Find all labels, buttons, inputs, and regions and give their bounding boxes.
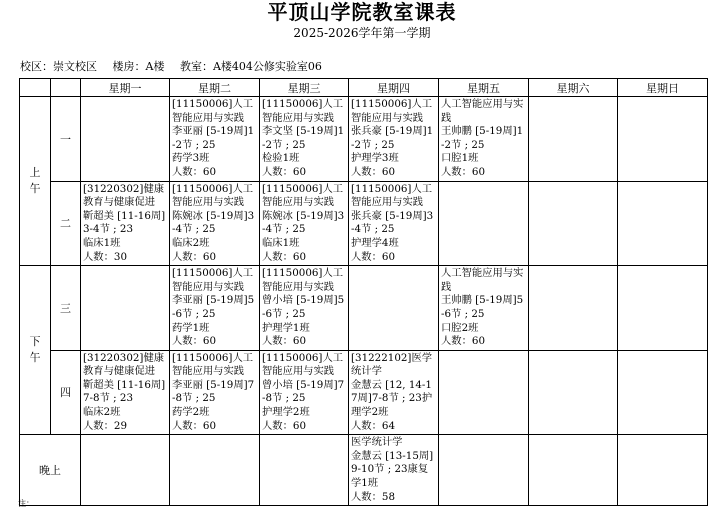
course-cell[interactable] [170, 350, 260, 435]
course-line: 人数：30 [83, 250, 127, 263]
segment-label: 上 [29, 166, 41, 180]
period-label: 二 [51, 181, 81, 266]
course-line: [11150006]人工智能应用与实践 [262, 98, 344, 124]
course-line: [11150006]人工智能应用与实践 [262, 351, 344, 378]
course-line: 护理学4班 [351, 236, 399, 249]
footnote: 注： [18, 499, 34, 508]
course-line: 人数：60 [172, 335, 216, 348]
course-line: 人数：60 [172, 419, 216, 432]
empty-cell [529, 97, 618, 182]
empty-cell [529, 350, 618, 435]
course-line: 陈婉冰 [5-19周]3-4节 ; 25 [262, 209, 345, 236]
course-line: 医学统计学 [351, 436, 403, 449]
course-line: 人数：60 [172, 165, 216, 178]
empty-cell [81, 266, 170, 351]
course-line: 王帅鹏 [5-19周]5-6节 ; 25 [441, 294, 524, 320]
course-line: 靳超美 [11-16周]3-4节 ; 23 [83, 209, 166, 236]
course-line: [31220302]健康教育与健康促进 [83, 351, 165, 378]
empty-cell [439, 350, 529, 435]
table-row [20, 97, 708, 182]
course-line: [31222102]医学统计学 [351, 351, 433, 378]
course-cell[interactable] [81, 350, 170, 435]
segment-label: 午 [29, 182, 41, 196]
course-line: 护理学2班 [262, 406, 310, 419]
empty-cell [260, 435, 349, 506]
segment-label: 下 [29, 335, 41, 349]
course-line: 金慧云 [13-15周]9-10节 ; 23康复学1班 [351, 449, 434, 490]
course-line: [11150006]人工智能应用与实践 [351, 98, 433, 124]
day-header: 星期二 [170, 79, 260, 97]
segment-afternoon [20, 266, 51, 435]
course-line: [11150006]人工智能应用与实践 [172, 98, 254, 124]
course-line: [31220302]健康教育与健康促进 [83, 182, 165, 209]
semester-subtitle: 2025-2026学年第一学期 [293, 26, 431, 40]
course-cell[interactable] [81, 181, 170, 266]
course-line: [11150006]人工智能应用与实践 [351, 182, 433, 209]
empty-cell [529, 181, 618, 266]
empty-cell [439, 435, 529, 506]
course-line: 金慧云 [12, 14-17周]7-8节 ; 23护理学2班 [351, 378, 433, 419]
course-cell[interactable] [170, 181, 260, 266]
day-header: 星期一 [81, 79, 170, 97]
empty-cell [349, 266, 439, 351]
segment-evening: 晚上 [20, 435, 81, 506]
course-line: 人数：60 [262, 419, 306, 432]
course-line: 张兵豪 [5-19周]3-4节 ; 25 [351, 209, 434, 236]
course-line: 人数：60 [262, 165, 306, 178]
course-cell[interactable] [170, 266, 260, 351]
course-cell[interactable] [439, 97, 529, 182]
course-line: 人数：60 [172, 250, 216, 263]
course-line: 人数：60 [441, 165, 485, 178]
day-header: 星期三 [260, 79, 349, 97]
course-line: 人工智能应用与实践 [441, 98, 524, 124]
course-line: [11150006]人工智能应用与实践 [262, 182, 344, 209]
course-line: 口腔2班 [441, 321, 479, 334]
course-line: 人数：60 [262, 250, 306, 263]
period-label: 四 [51, 350, 81, 435]
day-header: 星期五 [439, 79, 529, 97]
course-cell[interactable] [260, 266, 349, 351]
course-line: 人数：60 [262, 335, 306, 348]
course-line: [11150006]人工智能应用与实践 [172, 182, 254, 209]
course-line: 人数：64 [351, 419, 395, 432]
course-cell[interactable] [260, 97, 349, 182]
empty-cell [529, 435, 618, 506]
course-line: 李亚丽 [5-19周]1-2节 ; 25 [172, 125, 255, 151]
page-title: 平顶山学院教室课表 [267, 0, 457, 24]
course-cell[interactable] [439, 266, 529, 351]
corner-cell [20, 79, 51, 97]
corner-cell [51, 79, 81, 97]
course-cell[interactable] [170, 97, 260, 182]
course-line: 人工智能应用与实践 [441, 267, 524, 293]
table-row [20, 181, 708, 266]
empty-cell [618, 266, 708, 351]
course-line: 药学2班 [172, 406, 210, 419]
course-line: 临床2班 [172, 236, 210, 249]
table-row [20, 266, 708, 351]
course-line: 曾小培 [5-19周]7-8节 ; 25 [262, 378, 345, 405]
course-line: 口腔1班 [441, 152, 479, 165]
course-line: 临床2班 [83, 406, 121, 419]
course-line: 人数：29 [83, 419, 127, 432]
day-header: 星期日 [618, 79, 708, 97]
course-cell[interactable] [260, 350, 349, 435]
course-line: 人数：60 [441, 335, 485, 348]
campus-label: 校区：崇文校区 [20, 60, 97, 73]
empty-cell [439, 181, 529, 266]
course-cell[interactable] [349, 97, 439, 182]
course-line: 护理学3班 [351, 152, 399, 165]
course-line: 李亚丽 [5-19周]7-8节 ; 25 [172, 378, 255, 405]
empty-cell [529, 266, 618, 351]
segment-label: 午 [29, 351, 41, 365]
course-line: 临床1班 [83, 236, 121, 249]
empty-cell [81, 435, 170, 506]
table-row [20, 350, 708, 435]
period-label: 一 [51, 97, 81, 182]
course-cell[interactable] [349, 350, 439, 435]
course-line: [11150006]人工智能应用与实践 [262, 267, 344, 293]
table-row [20, 435, 708, 506]
room-info [20, 60, 334, 73]
building-label: 楼房：A楼 [112, 60, 165, 73]
course-cell[interactable] [349, 181, 439, 266]
course-line: [11150006]人工智能应用与实践 [172, 267, 254, 293]
course-line: 临床1班 [262, 236, 300, 249]
course-line: 人数：58 [351, 490, 395, 503]
course-line: 人数：60 [351, 250, 395, 263]
course-line: 人数：60 [351, 165, 395, 178]
empty-cell [170, 435, 260, 506]
course-line: 药学1班 [172, 321, 210, 334]
course-line: 护理学1班 [262, 321, 310, 334]
course-line: 检验1班 [262, 152, 300, 165]
empty-cell [618, 435, 708, 506]
course-line: 药学3班 [172, 152, 210, 165]
segment-morning [20, 97, 51, 266]
course-line: 陈婉冰 [5-19周]3-4节 ; 25 [172, 209, 255, 236]
course-cell[interactable] [349, 435, 439, 506]
course-line: 李亚丽 [5-19周]5-6节 ; 25 [172, 294, 255, 320]
day-header: 星期六 [529, 79, 618, 97]
course-line: [11150006]人工智能应用与实践 [172, 351, 254, 378]
day-header: 星期四 [349, 79, 439, 97]
header-row [20, 79, 708, 97]
course-line: 张兵豪 [5-19周]1-2节 ; 25 [351, 125, 434, 151]
empty-cell [618, 350, 708, 435]
course-line: 李文坚 [5-19周]1-2节 ; 25 [262, 125, 345, 151]
empty-cell [618, 181, 708, 266]
timetable [19, 78, 708, 506]
empty-cell [618, 97, 708, 182]
room-label: 教室：A楼404公修实验室06 [179, 60, 322, 73]
course-cell[interactable] [260, 181, 349, 266]
period-label: 三 [51, 266, 81, 351]
course-line: 靳超美 [11-16周]7-8节 ; 23 [83, 378, 166, 405]
course-line: 曾小培 [5-19周]5-6节 ; 25 [262, 294, 345, 320]
empty-cell [81, 97, 170, 182]
course-line: 王帅鹏 [5-19周]1-2节 ; 25 [441, 125, 524, 151]
